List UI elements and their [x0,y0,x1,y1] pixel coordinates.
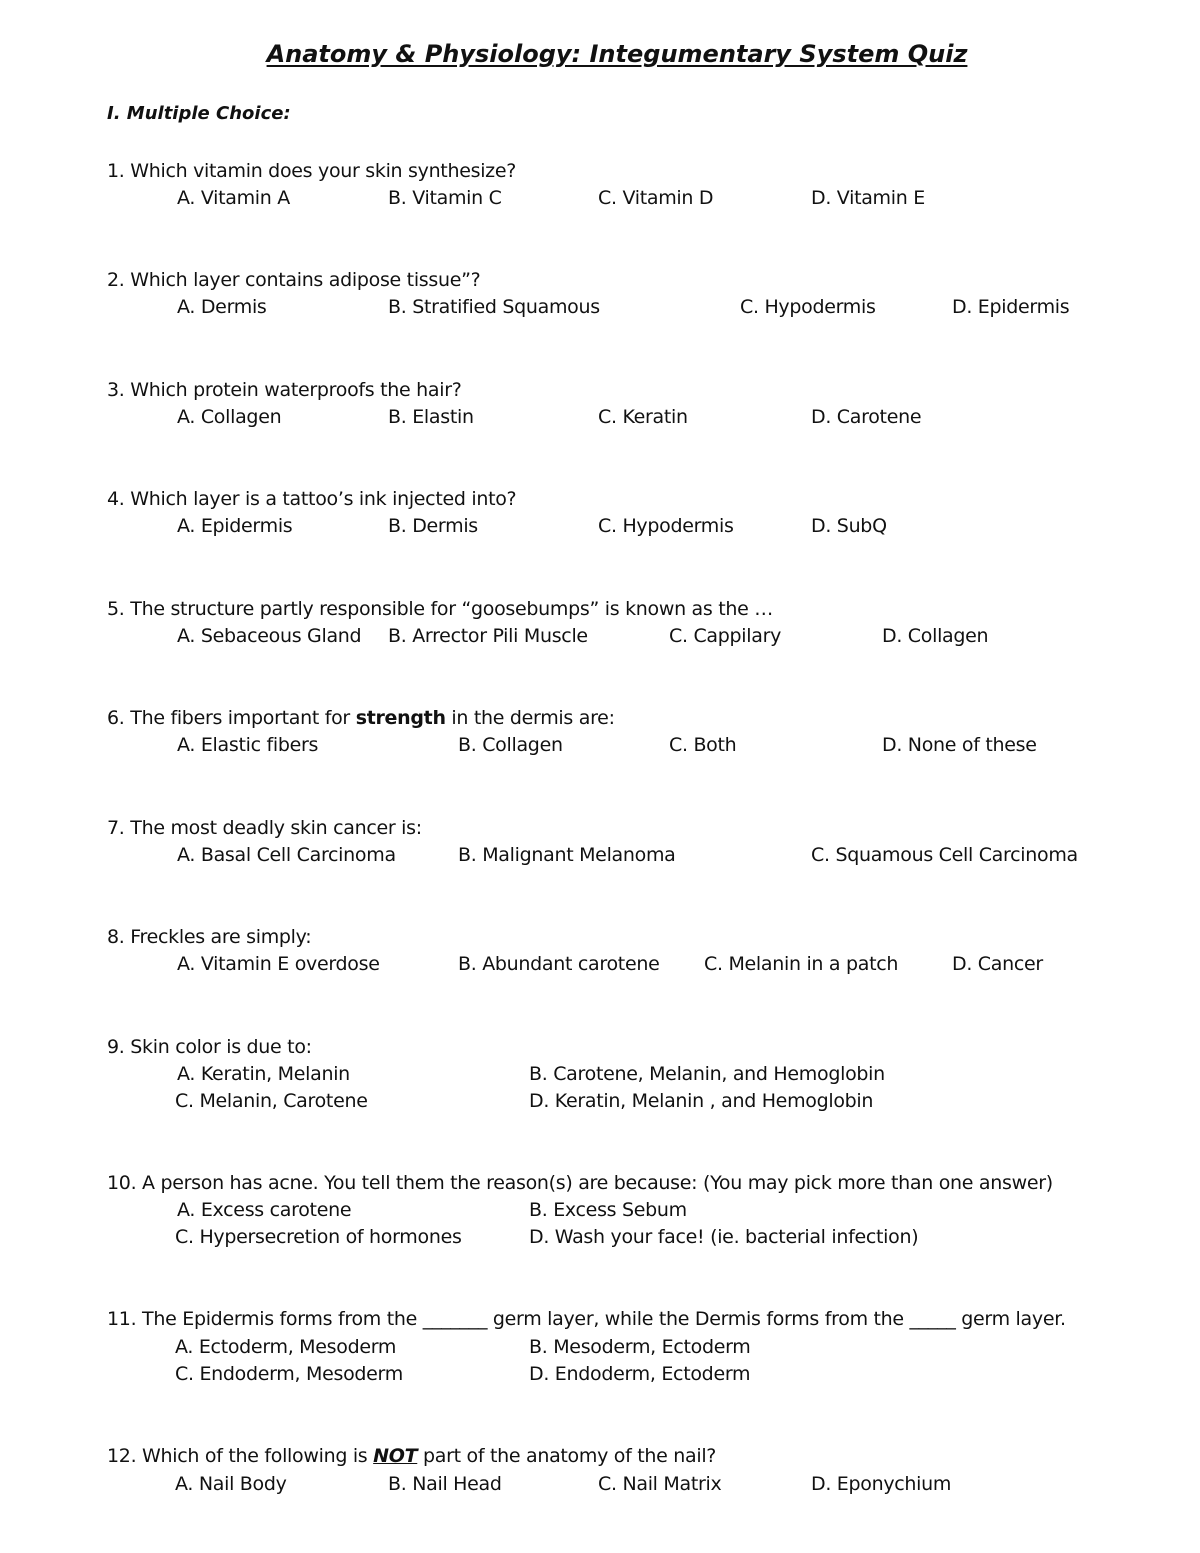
question-6-emphasis: strength [355,707,446,729]
q4-option-a: A. Epidermis [177,515,293,537]
q7-option-c: C. Squamous Cell Carcinoma [811,844,1078,866]
q5-option-c: C. Cappilary [669,625,782,647]
question-3: 3. Which protein waterproofs the hair? [107,379,462,401]
question-8: 8. Freckles are simply: [107,926,312,948]
q9-option-b: B. Carotene, Melanin, and Hemoglobin [529,1063,885,1085]
section-heading: I. Multiple Choice: [107,103,291,124]
q2-option-b: B. Stratified Squamous [388,296,600,318]
q9-option-c: C. Melanin, Carotene [175,1090,368,1112]
question-2: 2. Which layer contains adipose tissue”? [107,269,481,291]
question-12-emphasis: NOT [373,1445,418,1467]
q10-option-d: D. Wash your face! (ie. bacterial infection) [529,1226,919,1248]
q6-option-a: A. Elastic fibers [177,734,319,756]
q3-option-c: C. Keratin [598,406,688,428]
q3-option-b: B. Elastin [388,406,474,428]
question-5: 5. The structure partly responsible for “goosebumps” is known as the … [107,598,773,620]
question-1: 1. Which vitamin does your skin synthesize? [107,160,517,182]
q1-option-b: B. Vitamin C [388,187,502,209]
q3-option-d: D. Carotene [811,406,922,428]
q3-option-a: A. Collagen [177,406,282,428]
q12-option-b: B. Nail Head [388,1473,502,1495]
question-7: 7. The most deadly skin cancer is: [107,817,422,839]
q12-option-d: D. Eponychium [811,1473,952,1495]
quiz-title: Anatomy & Physiology: Integumentary System Quiz [266,40,968,68]
question-9: 9. Skin color is due to: [107,1036,312,1058]
question-12-pre: 12. Which of the following is [107,1445,374,1467]
q4-option-d: D. SubQ [811,515,887,537]
question-6-post: in the dermis are: [445,707,615,729]
q11-option-c: C. Endoderm, Mesoderm [175,1363,403,1385]
q11-option-b: B. Mesoderm, Ectoderm [529,1336,751,1358]
question-4: 4. Which layer is a tattoo’s ink injected into? [107,488,517,510]
q12-option-c: C. Nail Matrix [598,1473,722,1495]
q5-option-a: A. Sebaceous Gland [177,625,362,647]
q6-option-c: C. Both [669,734,737,756]
q10-option-b: B. Excess Sebum [529,1199,687,1221]
q1-option-d: D. Vitamin E [811,187,925,209]
q1-option-a: A. Vitamin A [177,187,290,209]
q10-option-c: C. Hypersecretion of hormones [175,1226,462,1248]
q12-option-a: A. Nail Body [175,1473,287,1495]
q7-option-a: A. Basal Cell Carcinoma [177,844,396,866]
question-6-pre: 6. The fibers important for [107,707,356,729]
question-12-post: part of the anatomy of the nail? [417,1445,717,1467]
question-11: 11. The Epidermis forms from the _______ germ layer, while the Dermis forms from the _____ germ layer. [107,1308,1066,1330]
q4-option-c: C. Hypodermis [598,515,734,537]
question-10: 10. A person has acne. You tell them the reason(s) are because: (You may pick more than one answer) [107,1172,1053,1194]
q8-option-a: A. Vitamin E overdose [177,953,380,975]
q5-option-d: D. Collagen [882,625,989,647]
q11-option-d: D. Endoderm, Ectoderm [529,1363,751,1385]
q4-option-b: B. Dermis [388,515,478,537]
q8-option-b: B. Abundant carotene [458,953,660,975]
q6-option-b: B. Collagen [458,734,563,756]
q5-option-b: B. Arrector Pili Muscle [388,625,588,647]
q9-option-a: A. Keratin, Melanin [177,1063,350,1085]
q9-option-d: D. Keratin, Melanin , and Hemoglobin [529,1090,874,1112]
q1-option-c: C. Vitamin D [598,187,714,209]
q6-option-d: D. None of these [882,734,1037,756]
q8-option-c: C. Melanin in a patch [704,953,899,975]
q7-option-b: B. Malignant Melanoma [458,844,676,866]
q11-option-a: A. Ectoderm, Mesoderm [175,1336,397,1358]
q8-option-d: D. Cancer [952,953,1043,975]
question-6 [107,707,615,729]
q2-option-d: D. Epidermis [952,296,1070,318]
question-12 [107,1445,716,1467]
q2-option-a: A. Dermis [177,296,267,318]
q2-option-c: C. Hypodermis [740,296,876,318]
q10-option-a: A. Excess carotene [177,1199,352,1221]
